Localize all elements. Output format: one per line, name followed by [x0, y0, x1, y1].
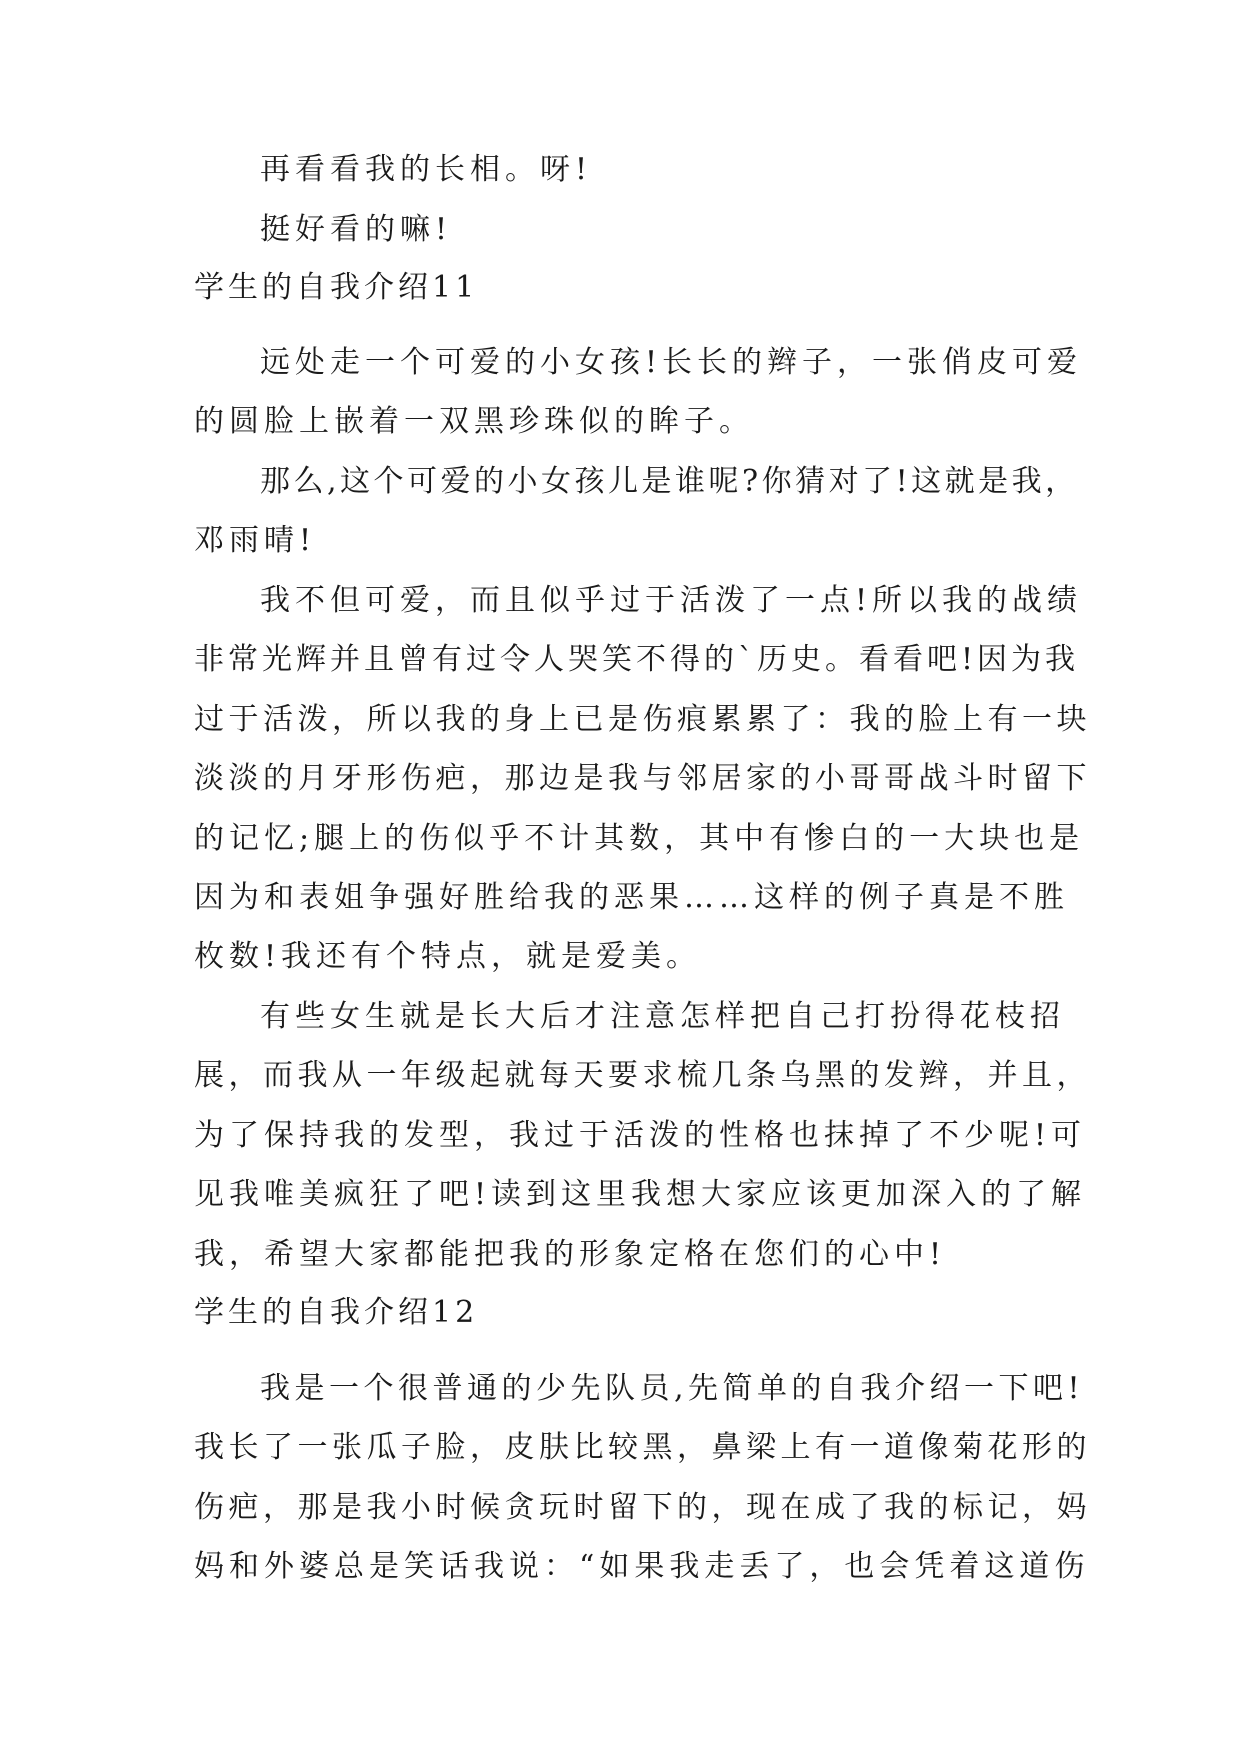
paragraph-line: 非常光辉并且曾有过令人哭笑不得的`历史。看看吧!因为我: [194, 642, 1080, 677]
paragraph-line: 我长了一张瓜子脸，皮肤比较黑，鼻梁上有一道像菊花形的: [194, 1430, 1091, 1465]
paragraph-line: 展，而我从一年级起就每天要求梳几条乌黑的发辫，并且，: [194, 1058, 1091, 1093]
paragraph-line: 邓雨晴!: [194, 523, 317, 558]
paragraph-line: 我，希望大家都能把我的形象定格在您们的心中!: [194, 1237, 947, 1272]
paragraph-line: 过于活泼，所以我的身上已是伤痕累累了：我的脸上有一块: [194, 702, 1091, 737]
paragraph-line: 因为和表姐争强好胜给我的恶果……这样的例子真是不胜: [194, 880, 1069, 915]
paragraph-line: 妈和外婆总是笑话我说：“如果我走丢了，也会凭着这道伤: [194, 1549, 1090, 1584]
paragraph-line: 伤疤，那是我小时候贪玩时留下的，现在成了我的标记，妈: [194, 1490, 1091, 1525]
paragraph-line: 见我唯美疯狂了吧!读到这里我想大家应该更加深入的了解: [194, 1177, 1087, 1212]
paragraph-line: 有些女生就是长大后才注意怎样把自己打扮得花枝招: [260, 999, 1065, 1034]
paragraph-line: 的圆脸上嵌着一双黑珍珠似的眸子。: [194, 404, 754, 439]
paragraph-line: 为了保持我的发型，我过于活泼的性格也抹掉了不少呢!可: [194, 1118, 1087, 1153]
section-heading: 学生的自我介绍12: [194, 1295, 479, 1330]
paragraph-line: 枚数!我还有个特点，就是爱美。: [194, 939, 702, 974]
section-heading: 学生的自我介绍11: [194, 270, 479, 305]
paragraph-line: 远处走一个可爱的小女孩!长长的辫子，一张俏皮可爱: [260, 345, 1083, 380]
paragraph-line: 我是一个很普通的少先队员,先简单的自我介绍一下吧!: [260, 1371, 1085, 1406]
paragraph-line: 淡淡的月牙形伤疤，那边是我与邻居家的小哥哥战斗时留下: [194, 761, 1091, 796]
paragraph-line: 那么,这个可爱的小女孩儿是谁呢?你猜对了!这就是我，: [260, 464, 1079, 499]
paragraph-line: 我不但可爱，而且似乎过于活泼了一点!所以我的战绩: [260, 583, 1083, 618]
paragraph-line: 挺好看的嘛!: [260, 212, 453, 247]
paragraph-line: 的记忆;腿上的伤似乎不计其数，其中有惨白的一大块也是: [194, 821, 1085, 856]
paragraph-line: 再看看我的长相。呀!: [260, 152, 593, 187]
